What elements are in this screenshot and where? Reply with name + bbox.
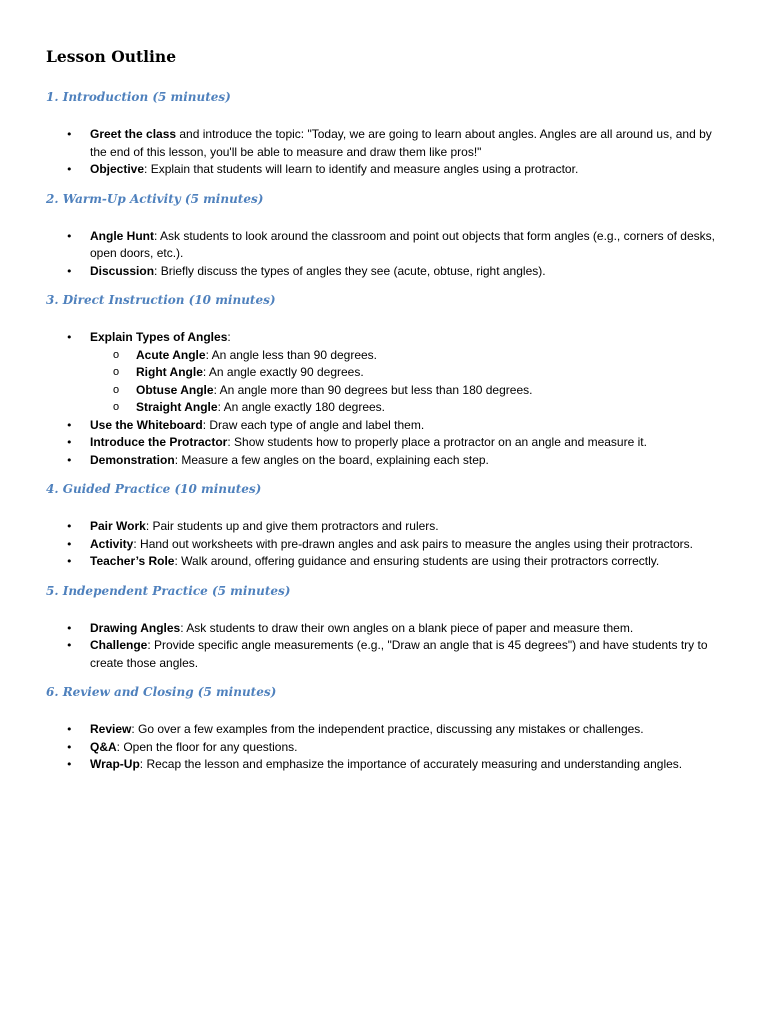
list-item <box>46 721 726 739</box>
bullet-icon: • <box>66 453 73 467</box>
section-4 <box>46 480 726 582</box>
sub-list <box>90 347 726 417</box>
list-item <box>46 417 726 435</box>
list-item <box>46 637 726 672</box>
section-1 <box>46 88 726 190</box>
bullet-list <box>46 721 726 774</box>
list-item <box>46 739 726 757</box>
item-text: : Ask students to look around the classroom and point out objects that form angles (e.g., corners of desks, open doors, etc.). <box>90 228 715 260</box>
item-text: and introduce the topic: "Today, we are going to learn about angles. Angles are all around us, and by the end of this lesson, you'll be able to measure and draw them like pros!" <box>90 127 712 159</box>
item-text: : An angle less than 90 degrees. <box>205 347 378 362</box>
sub-list-item <box>90 399 726 417</box>
item-term: Activity <box>90 536 134 551</box>
sections-container <box>46 88 726 785</box>
item-term: Discussion <box>90 263 155 278</box>
spacer <box>46 672 726 683</box>
item-term: Challenge <box>90 638 148 652</box>
list-item <box>46 228 726 263</box>
item-term: Teacher’s Role <box>90 554 175 568</box>
list-item <box>46 620 726 638</box>
sub-bullet-icon: o <box>113 401 120 413</box>
section-heading: 3. Direct Instruction (10 minutes) <box>46 293 276 307</box>
section-heading: 1. Introduction (5 minutes) <box>46 90 231 104</box>
list-item <box>46 518 726 536</box>
item-text: : Open the floor for any questions. <box>116 739 298 754</box>
item-text: : Ask students to draw their own angles on a blank piece of paper and measure them. <box>180 620 634 635</box>
item-text: : Draw each type of angle and label them. <box>202 417 425 432</box>
section-5 <box>46 582 726 684</box>
section-heading: 2. Warm-Up Activity (5 minutes) <box>46 191 264 206</box>
bullet-icon: • <box>66 264 73 278</box>
bullet-icon: • <box>66 520 73 533</box>
section-2 <box>46 190 726 292</box>
item-term: Review <box>90 722 132 736</box>
list-item <box>46 756 726 774</box>
item-text: : An angle more than 90 degrees but less than 180 degrees. <box>213 382 533 397</box>
item-term: Greet the class <box>90 127 177 141</box>
bullet-icon: • <box>66 723 73 736</box>
item-term: Demonstration <box>90 452 175 467</box>
bullet-icon: • <box>66 418 73 432</box>
section-heading: 6. Review and Closing (5 minutes) <box>46 685 277 699</box>
spacer <box>46 208 726 228</box>
item-term: Wrap-Up <box>90 757 140 771</box>
list-item <box>46 452 726 470</box>
item-text: : Go over a few examples from the independent practice, discussing any mistakes or challenges. <box>131 722 644 736</box>
sub-bullet-icon: o <box>113 348 120 361</box>
item-term: Objective <box>90 162 145 176</box>
spacer <box>46 280 726 291</box>
item-term: Drawing Angles <box>90 620 181 635</box>
item-text: : Recap the lesson and emphasize the importance of accurately measuring and understanding angles. <box>139 757 683 771</box>
sub-bullet-icon: o <box>113 366 120 378</box>
item-text: : Provide specific angle measurements (e.g., "Draw an angle that is 45 degrees") and have students try to create those angles. <box>90 638 708 670</box>
list-item <box>46 536 726 554</box>
bullet-icon: • <box>66 229 73 243</box>
sub-list-item <box>90 382 726 400</box>
section-heading: 4. Guided Practice (10 minutes) <box>46 482 262 496</box>
bullet-icon: • <box>66 436 73 449</box>
list-item <box>46 161 726 179</box>
item-text: : Walk around, offering guidance and ensuring students are using their protractors correctly. <box>174 554 660 568</box>
document-page <box>46 46 726 785</box>
item-text: : Measure a few angles on the board, explaining each step. <box>174 452 489 467</box>
spacer <box>46 571 726 582</box>
list-item <box>46 126 726 161</box>
sub-list-item <box>90 364 726 382</box>
spacer <box>46 600 726 620</box>
sub-list-item <box>90 347 726 365</box>
item-term: Use the Whiteboard <box>90 417 203 432</box>
list-item <box>46 434 726 452</box>
spacer <box>46 774 726 785</box>
item-term: Obtuse Angle <box>136 382 214 397</box>
item-text: : Pair students up and give them protractors and rulers. <box>145 519 439 533</box>
item-text: : Hand out worksheets with pre-drawn angles and ask pairs to measure the angles using their protractors. <box>133 536 693 551</box>
item-term: Right Angle <box>136 365 203 379</box>
section-6 <box>46 683 726 785</box>
list-item <box>46 263 726 281</box>
item-text: : An angle exactly 90 degrees. <box>202 365 364 379</box>
bullet-list <box>46 620 726 673</box>
spacer <box>46 106 726 126</box>
bullet-icon: • <box>66 621 73 635</box>
bullet-icon: • <box>66 555 73 568</box>
section-3 <box>46 291 726 480</box>
item-text: : An angle exactly 180 degrees. <box>217 400 386 414</box>
bullet-list <box>46 518 726 571</box>
list-item <box>46 329 726 417</box>
item-term: Explain Types of Angles <box>90 330 228 344</box>
bullet-icon: • <box>66 758 73 771</box>
item-text: : Briefly discuss the types of angles they see (acute, obtuse, right angles). <box>154 263 546 278</box>
list-item <box>46 553 726 571</box>
spacer <box>46 701 726 721</box>
spacer <box>46 498 726 518</box>
spacer <box>46 469 726 480</box>
item-term: Straight Angle <box>136 400 218 414</box>
page-title: Lesson Outline <box>46 47 177 66</box>
bullet-icon: • <box>66 128 73 141</box>
bullet-list <box>46 126 726 179</box>
section-heading: 5. Independent Practice (5 minutes) <box>46 583 291 598</box>
spacer <box>46 309 726 329</box>
item-text: : Show students how to properly place a protractor on an angle and measure it. <box>227 435 647 449</box>
item-text: : <box>227 330 231 344</box>
item-term: Q&A <box>90 739 117 754</box>
bullet-icon: • <box>66 163 73 176</box>
bullet-icon: • <box>66 740 73 754</box>
item-term: Acute Angle <box>136 347 206 362</box>
item-text: : Explain that students will learn to identify and measure angles using a protractor. <box>144 162 579 176</box>
bullet-icon: • <box>66 331 73 344</box>
item-term: Introduce the Protractor <box>90 435 228 449</box>
spacer <box>46 179 726 190</box>
item-term: Angle Hunt <box>90 228 154 243</box>
item-term: Pair Work <box>90 519 146 533</box>
bullet-list <box>46 228 726 281</box>
bullet-icon: • <box>66 639 73 652</box>
bullet-icon: • <box>66 537 73 551</box>
bullet-list <box>46 329 726 469</box>
sub-bullet-icon: o <box>113 383 120 396</box>
